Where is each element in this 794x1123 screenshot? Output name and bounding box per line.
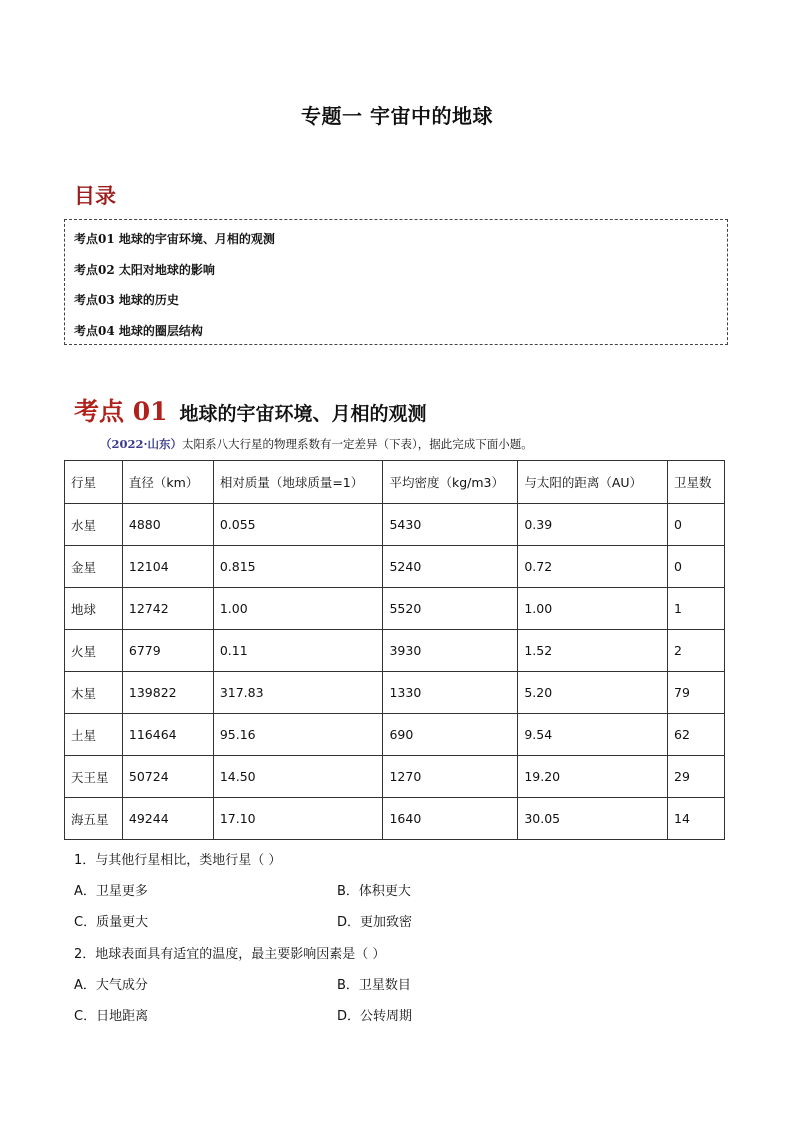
section-title: 地球的宇宙环境、月相的观测 xyxy=(179,403,427,425)
answer-option[interactable]: A．卫星更多 xyxy=(74,884,148,899)
table-cell: 4880 xyxy=(122,504,213,546)
question-stem: 1．与其他行星相比，类地行星（ ） xyxy=(74,853,282,868)
table-row xyxy=(65,672,725,714)
table-cell: 79 xyxy=(668,672,725,714)
table-cell: 5430 xyxy=(383,504,518,546)
section-heading xyxy=(74,392,427,428)
answer-option[interactable]: B．卫星数目 xyxy=(337,978,411,993)
table-cell: 天王星 xyxy=(65,756,123,798)
table-cell: 116464 xyxy=(122,714,213,756)
table-header-cell: 行星 xyxy=(65,461,123,504)
table-cell: 139822 xyxy=(122,672,213,714)
table-row xyxy=(65,756,725,798)
table-cell: 17.10 xyxy=(213,798,383,840)
table-header-cell: 直径（km） xyxy=(122,461,213,504)
table-cell: 1.52 xyxy=(518,630,668,672)
table-row xyxy=(65,630,725,672)
answer-option[interactable]: D．更加致密 xyxy=(337,915,413,930)
table-cell: 95.16 xyxy=(213,714,383,756)
question-source: （2022·山东） xyxy=(100,437,183,451)
question-stem: 2．地球表面具有适宜的温度，最主要影响因素是（ ） xyxy=(74,947,386,962)
intro-text: 太阳系八大行星的物理系数有一定差异（下表），据此完成下面小题。 xyxy=(182,437,533,451)
answer-option[interactable]: C．质量更大 xyxy=(74,915,149,930)
table-header-cell: 相对质量（地球质量=1） xyxy=(213,461,383,504)
table-cell: 14 xyxy=(668,798,725,840)
table-cell: 2 xyxy=(668,630,725,672)
table-cell: 690 xyxy=(383,714,518,756)
table-cell: 29 xyxy=(668,756,725,798)
table-cell: 金星 xyxy=(65,546,123,588)
table-cell: 12742 xyxy=(122,588,213,630)
toc-box xyxy=(64,219,728,345)
table-row xyxy=(65,798,725,840)
table-cell: 1.00 xyxy=(518,588,668,630)
planet-table xyxy=(64,460,725,840)
table-header-row xyxy=(65,461,725,504)
table-cell: 12104 xyxy=(122,546,213,588)
table-cell: 0 xyxy=(668,504,725,546)
table-row xyxy=(65,546,725,588)
table-cell: 6779 xyxy=(122,630,213,672)
table-cell: 1270 xyxy=(383,756,518,798)
table-cell: 3930 xyxy=(383,630,518,672)
table-cell: 0.39 xyxy=(518,504,668,546)
table-row xyxy=(65,588,725,630)
answer-option[interactable]: A．大气成分 xyxy=(74,978,148,993)
table-header-cell: 平均密度（kg/m3） xyxy=(383,461,518,504)
table-cell: 5520 xyxy=(383,588,518,630)
section-number: 考点 01 xyxy=(74,397,168,426)
page-title: 专题一 宇宙中的地球 xyxy=(301,104,493,128)
table-cell: 0 xyxy=(668,546,725,588)
toc-item[interactable]: 考点04 地球的圈层结构 xyxy=(74,324,203,338)
table-header-cell: 与太阳的距离（AU） xyxy=(518,461,668,504)
table-cell: 木星 xyxy=(65,672,123,714)
toc-heading: 目录 xyxy=(74,183,116,208)
toc-item[interactable]: 考点03 地球的历史 xyxy=(74,293,179,307)
table-cell: 317.83 xyxy=(213,672,383,714)
table-cell: 14.50 xyxy=(213,756,383,798)
table-cell: 水星 xyxy=(65,504,123,546)
table-cell: 1 xyxy=(668,588,725,630)
table-cell: 50724 xyxy=(122,756,213,798)
table-header-cell: 卫星数 xyxy=(668,461,725,504)
table-cell: 火星 xyxy=(65,630,123,672)
answer-option[interactable]: D．公转周期 xyxy=(337,1009,413,1024)
table-cell: 1.00 xyxy=(213,588,383,630)
table-cell: 地球 xyxy=(65,588,123,630)
table-cell: 0.055 xyxy=(213,504,383,546)
table-cell: 49244 xyxy=(122,798,213,840)
table-cell: 1330 xyxy=(383,672,518,714)
table-cell: 海五星 xyxy=(65,798,123,840)
answer-option[interactable]: B．体积更大 xyxy=(337,884,411,899)
toc-item[interactable]: 考点01 地球的宇宙环境、月相的观测 xyxy=(74,232,275,246)
table-cell: 1640 xyxy=(383,798,518,840)
table-cell: 0.815 xyxy=(213,546,383,588)
table-cell: 19.20 xyxy=(518,756,668,798)
table-cell: 土星 xyxy=(65,714,123,756)
table-cell: 5240 xyxy=(383,546,518,588)
question-intro xyxy=(100,436,533,452)
table-row xyxy=(65,504,725,546)
table-cell: 9.54 xyxy=(518,714,668,756)
table-cell: 0.72 xyxy=(518,546,668,588)
table-row xyxy=(65,714,725,756)
table-cell: 30.05 xyxy=(518,798,668,840)
table-cell: 0.11 xyxy=(213,630,383,672)
answer-option[interactable]: C．日地距离 xyxy=(74,1009,149,1024)
table-cell: 62 xyxy=(668,714,725,756)
table-cell: 5.20 xyxy=(518,672,668,714)
toc-item[interactable]: 考点02 太阳对地球的影响 xyxy=(74,263,215,277)
